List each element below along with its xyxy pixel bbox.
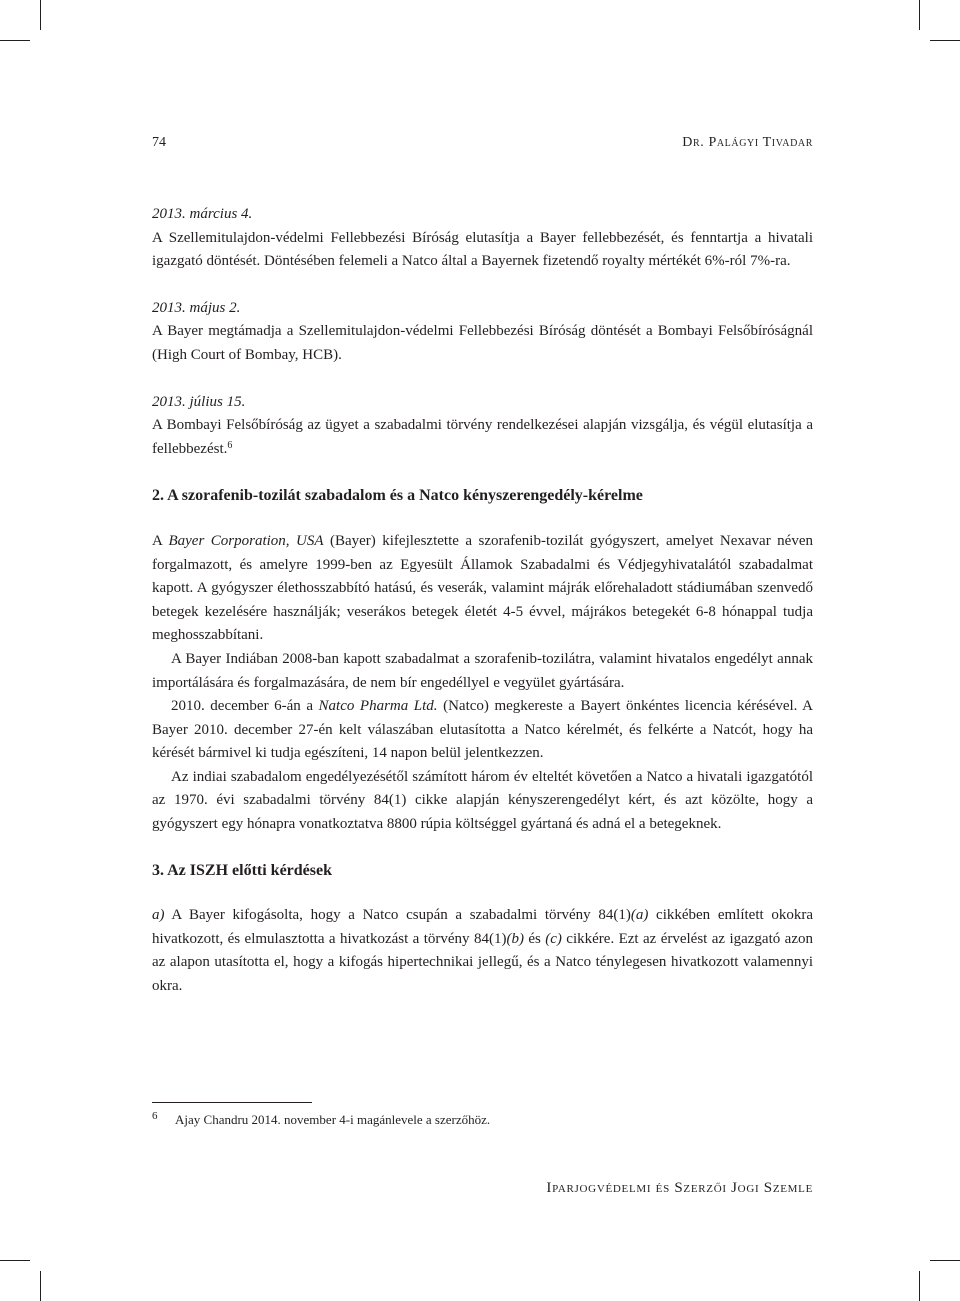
- spacer: [152, 882, 813, 904]
- crop-mark-bottom-right-h: [930, 1260, 960, 1261]
- crop-mark-bottom-right: [919, 1271, 920, 1301]
- journal-title: Iparjogvédelmi és Szerzői Jogi Szemle: [546, 1180, 813, 1196]
- crop-mark-bottom-left-h: [0, 1260, 30, 1261]
- text-run: cikkére. Ezt az érvelést az igazgató azon az alapon utasította el, hogy a kifogás hipertechnikai jellegű, és a Natco ténylegesen hivatkozott valamennyi okra.: [152, 930, 813, 995]
- text-run-italic: Natco Pharma Ltd.: [318, 698, 438, 715]
- text-run-italic: (b): [506, 930, 524, 947]
- list-label: a): [152, 907, 165, 924]
- footnote-rule: [152, 1102, 312, 1103]
- crop-mark-top-left: [40, 0, 41, 30]
- footnote-text: Ajay Chandru 2014. november 4-i magánlevele a szerzőhöz.: [175, 1112, 491, 1127]
- text-run-italic: (a): [630, 907, 649, 924]
- running-head-author: Dr. Palágyi Tivadar: [682, 135, 813, 150]
- footnote-reference[interactable]: 6: [227, 439, 233, 451]
- page-number: 74: [152, 135, 166, 150]
- text-run-italic: (c): [545, 930, 562, 947]
- spacer: [152, 837, 813, 859]
- section-heading: 3. Az ISZH előtti kérdések: [152, 861, 332, 879]
- paragraph: [152, 695, 813, 766]
- timeline-text-body: A Bombayi Felsőbíróság az ügyet a szabadalmi törvény rendelkezései alapján vizsgálja, és végül elutasítja a fellebbezést.: [152, 417, 813, 457]
- text-run-italic: Bayer Corporation, USA: [168, 532, 324, 549]
- page-body: [152, 203, 813, 999]
- text-run: A: [152, 532, 169, 549]
- text-run: (Natco) megkereste a Bayert önkéntes licencia kérésével. A Bayer 2010. december 27-én kelt válaszában elutasította a Natco kérelmét, és felkérte a Natcót, hogy ha kérését bármivel ki tudja egészíteni, 14 napon belül jelentkezzen.: [152, 698, 813, 762]
- paragraph: Az indiai szabadalom engedélyezésétől számított három év elteltét követően a Natco a hivatali igazgatótól az 1970. évi szabadalmi törvény 84(1) cikke alapján kényszerengedélyt kért, és azt közölte, hogy a gyógyszert egy hónapra vonatkoztatva 8800 rúpia költséggel gyártaná és adná el a betegeknek.: [152, 768, 813, 833]
- timeline-text: [152, 414, 813, 461]
- text-run: A Bayer kifogásolta, hogy a Natco csupán a szabadalmi törvény 84(1): [164, 907, 631, 924]
- spacer: [152, 508, 813, 530]
- timeline-date: 2013. március 4.: [152, 206, 253, 222]
- paragraph: [152, 530, 813, 648]
- timeline-text: A Bayer megtámadja a Szellemitulajdon-védelmi Fellebbezési Bíróság döntését a Bombayi Felsőbíróságnál (High Court of Bombay, HCB).: [152, 323, 813, 363]
- text-run: (Bayer) kifejlesztette a szorafenib-tozilát gyógyszert, amelyet Nexavar néven forgalmazott, és amelyre 1999-ben az Egyesült Államok Szabadalmi és Védjegyhivatalától szabadalmat kapott. A gyógyszer élethosszabbító hatású, és veserák, valamint májrák előrehaladott stádiumában szenvedő betegek kezelésére használják; veserákos betegek életét 4-5 évvel, májrákos betegekét 6-8 hónappal tudja meghosszabbítani.: [152, 532, 813, 644]
- paragraph: [152, 904, 813, 998]
- footnote: 6 Ajay Chandru 2014. november 4-i magánlevele a szerzőhöz.: [152, 1110, 491, 1127]
- crop-mark-bottom-left: [40, 1271, 41, 1301]
- timeline-date: 2013. július 15.: [152, 393, 246, 410]
- crop-mark-top-right-h: [930, 40, 960, 41]
- text-run: cikkében említett okokra hivatkozott, és elmulasztotta a hivatkozást a törvény 84(1): [152, 907, 813, 947]
- section-heading: 2. A szorafenib-tozilát szabadalom és a Natco kényszerengedély-kérelme: [152, 487, 643, 505]
- timeline-date: 2013. május 2.: [152, 299, 241, 316]
- crop-mark-top-right: [919, 0, 920, 30]
- text-run: és: [523, 930, 546, 947]
- crop-mark-top-left-h: [0, 40, 30, 41]
- timeline-text: A Szellemitulajdon-védelmi Fellebbezési Bíróság elutasítja a Bayer fellebbezését, és fenntartja a hivatali igazgató döntését. Döntésében felemeli a Natco által a Bayernek fizetendő royalty mértékét 6%-ról 7%-ra.: [152, 229, 813, 270]
- paragraph: A Bayer Indiában 2008-ban kapott szabadalmat a szorafenib-tozilátra, valamint hivatalos engedélyt annak importálására és forgalmazására, de nem bír engedéllyel e vegyület gyártására.: [152, 650, 813, 691]
- text-run: 2010. december 6-án a: [171, 698, 319, 715]
